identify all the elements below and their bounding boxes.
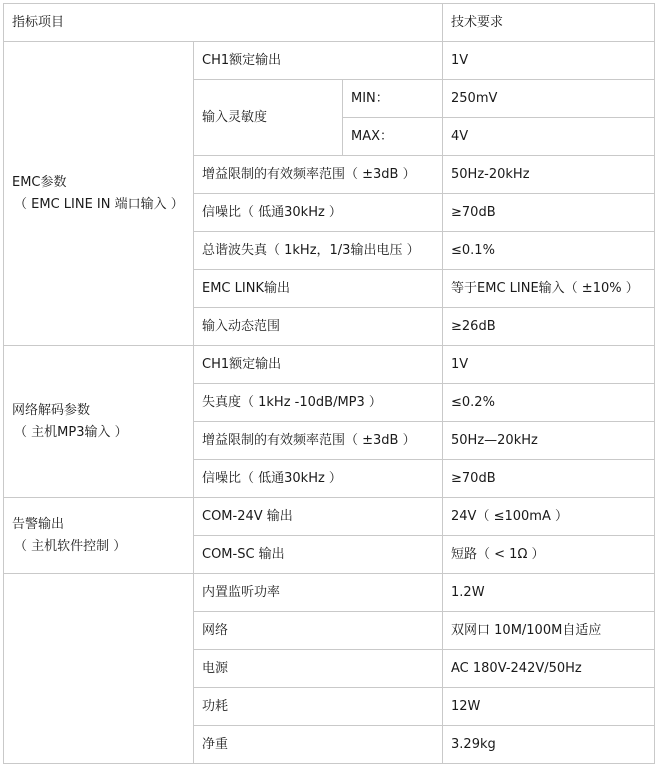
group-cell-alarm (4, 498, 194, 574)
table-row (4, 42, 655, 80)
row-label: 总谐波失真（ 1kHz，1/3输出电压 ） (194, 232, 443, 270)
header-row (4, 4, 655, 42)
row-label: COM-24V 输出 (194, 498, 443, 536)
group-subtitle: （ 主机软件控制 ） (14, 538, 127, 554)
table-row (4, 346, 655, 384)
row-label: 输入动态范围 (194, 308, 443, 346)
group-name: EMC参数 (12, 174, 67, 190)
group-cell-net (4, 346, 194, 498)
row-value: ≥70dB (443, 460, 655, 498)
min-value: 250mV (443, 80, 655, 118)
row-label: 网络 (194, 612, 443, 650)
row-value: 1.2W (443, 574, 655, 612)
group-cell-other (4, 574, 194, 764)
row-label: CH1额定输出 (194, 42, 443, 80)
row-value: 1V (443, 42, 655, 80)
group-name: 网络解码参数 (12, 402, 91, 418)
table-row (4, 498, 655, 536)
row-value: 3.29kg (443, 726, 655, 764)
row-value: 24V（ ≤100mA ） (443, 498, 655, 536)
group-subtitle: （ EMC LINE IN 端口输入 ） (14, 196, 184, 212)
min-label: MIN： (343, 80, 443, 118)
group-subtitle: （ 主机MP3输入 ） (14, 424, 128, 440)
spec-table (3, 3, 655, 764)
row-label: 信噪比（ 低通30kHz ） (194, 194, 443, 232)
max-label: MAX： (343, 118, 443, 156)
row-value: ≤0.2% (443, 384, 655, 422)
row-label: 功耗 (194, 688, 443, 726)
header-item: 指标项目 (4, 4, 443, 42)
row-value: 1V (443, 346, 655, 384)
row-label: 失真度（ 1kHz -10dB/MP3 ） (194, 384, 443, 422)
row-label: EMC LINK输出 (194, 270, 443, 308)
row-value: 短路（ < 1Ω ） (443, 536, 655, 574)
row-label: 净重 (194, 726, 443, 764)
row-value: AC 180V-242V/50Hz (443, 650, 655, 688)
row-label: CH1额定输出 (194, 346, 443, 384)
row-label: 增益限制的有效频率范围（ ±3dB ） (194, 156, 443, 194)
row-label: 内置监听功率 (194, 574, 443, 612)
group-cell-emc (4, 42, 194, 346)
group-name: 告警输出 (12, 516, 65, 532)
row-value: 50Hz—20kHz (443, 422, 655, 460)
row-value: 双网口 10M/100M自适应 (443, 612, 655, 650)
row-value: ≥26dB (443, 308, 655, 346)
row-label: 信噪比（ 低通30kHz ） (194, 460, 443, 498)
row-value: ≥70dB (443, 194, 655, 232)
row-label: 输入灵敏度 (194, 80, 343, 156)
max-value: 4V (443, 118, 655, 156)
row-value: 12W (443, 688, 655, 726)
row-value: ≤0.1% (443, 232, 655, 270)
header-requirement: 技术要求 (443, 4, 655, 42)
row-value: 等于EMC LINE输入（ ±10% ） (443, 270, 655, 308)
row-label: 电源 (194, 650, 443, 688)
table-row (4, 574, 655, 612)
row-value: 50Hz-20kHz (443, 156, 655, 194)
row-label: COM-SC 输出 (194, 536, 443, 574)
row-label: 增益限制的有效频率范围（ ±3dB ） (194, 422, 443, 460)
